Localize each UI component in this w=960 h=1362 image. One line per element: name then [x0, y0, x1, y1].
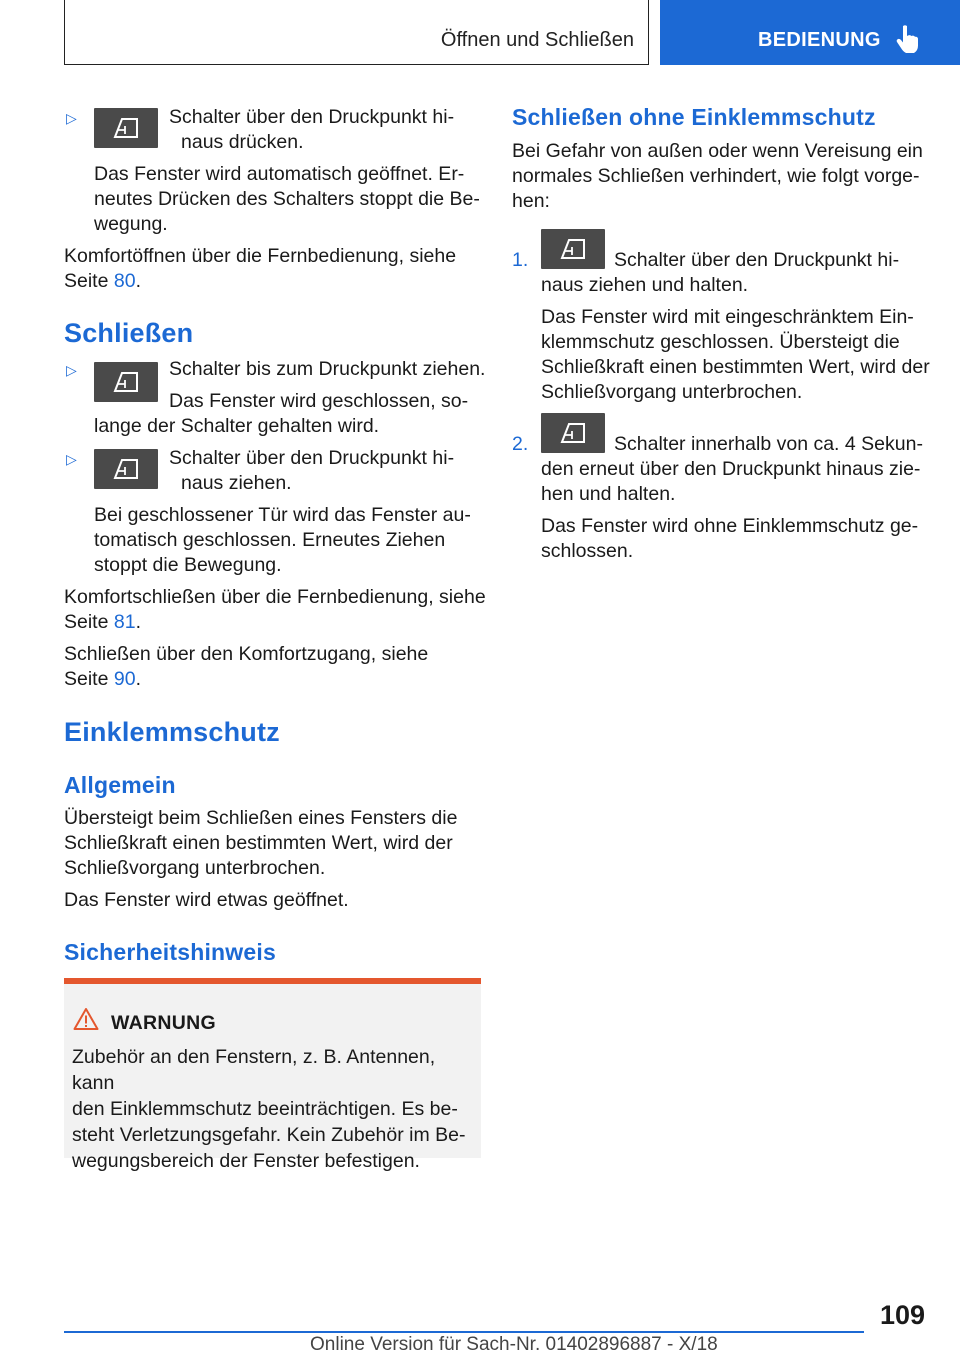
- general-text-2: Schließkraft einen bestimmten Wert, wird der: [64, 832, 453, 854]
- intro-1: Bei Gefahr von außen oder wenn Vereisung ein: [512, 140, 923, 162]
- warning-text: Zubehör an den Fenstern, z. B. Antennen, kann den Einklemmschutz beeinträchtigen. Es be- steht Verletzungsgefahr. Kein Zubehör im Be- wegungsbereich der Fenster befestigen.: [72, 1046, 466, 1172]
- close-heading: Schließen: [64, 318, 194, 348]
- step1-number: 1.: [512, 249, 529, 271]
- window-switch-icon: [541, 229, 605, 269]
- item1-desc-1: Das Fenster wird automatisch geöffnet. Er-: [94, 163, 465, 185]
- window-switch-icon: [541, 413, 605, 453]
- header-section-tab[interactable]: [660, 0, 960, 65]
- item3-desc-3: stoppt die Bewegung.: [94, 554, 282, 576]
- item1-desc-3: wegung.: [94, 213, 168, 235]
- page-link-81[interactable]: 81: [113, 611, 136, 633]
- list-marker: ▷: [66, 362, 77, 378]
- page-link-80[interactable]: 80: [113, 270, 136, 292]
- step2-line2: den erneut über den Druckpunkt hinaus zie-: [541, 458, 921, 480]
- general-text-4: Das Fenster wird etwas geöffnet.: [64, 889, 349, 911]
- warning-triangle-icon: [73, 1007, 99, 1031]
- window-switch-icon: [94, 362, 158, 402]
- page-link-90[interactable]: 90: [113, 668, 136, 690]
- general-text-1: Übersteigt beim Schließen eines Fensters die: [64, 807, 458, 829]
- step2-desc-1: Das Fenster wird ohne Einklemmschutz ge-: [541, 515, 919, 537]
- item2-line1: Schalter bis zum Druckpunkt ziehen.: [169, 358, 486, 380]
- footer-divider: [64, 1331, 864, 1333]
- step2-line1: Schalter innerhalb von ca. 4 Sekun-: [614, 433, 923, 455]
- step1-desc-3: Schließkraft einen bestimmten Wert, wird der: [541, 356, 930, 378]
- item1-line2: naus drücken.: [181, 131, 304, 153]
- step1-desc-2: klemmschutz geschlossen. Übersteigt die: [541, 331, 900, 353]
- item3-desc-1: Bei geschlossener Tür wird das Fenster au-: [94, 504, 471, 526]
- online-version-text: Online Version für Sach-Nr. 01402896887 - X/18: [310, 1334, 718, 1355]
- comfort-close-text: Komfortschließen über die Fernbedienung, siehe: [64, 586, 486, 608]
- general-heading: Allgemein: [64, 772, 176, 798]
- item2-line3: lange der Schalter gehalten wird.: [94, 415, 380, 437]
- comfort-access-ref: Seite 90.: [64, 668, 141, 690]
- warning-title: WARNUNG: [111, 1012, 217, 1034]
- item3-line1: Schalter über den Druckpunkt hi-: [169, 447, 455, 469]
- item3-desc-2: tomatisch geschlossen. Erneutes Ziehen: [94, 529, 446, 551]
- safety-heading: Sicherheitshinweis: [64, 939, 276, 965]
- general-text-3: Schließvorgang unterbrochen.: [64, 857, 326, 879]
- step1-line2: naus ziehen und halten.: [541, 274, 749, 296]
- item1-line1: Schalter über den Druckpunkt hi-: [169, 106, 455, 128]
- step1-line1: Schalter über den Druckpunkt hi-: [614, 249, 900, 271]
- item3-line2: naus ziehen.: [181, 472, 292, 494]
- intro-3: hen:: [512, 190, 550, 212]
- item2-line2: Das Fenster wird geschlossen, so-: [169, 390, 469, 412]
- step1-desc-4: Schließvorgang unterbrochen.: [541, 381, 803, 403]
- header-chapter-box: [64, 0, 649, 65]
- window-switch-icon: [94, 449, 158, 489]
- intro-2: normales Schließen verhindert, wie folgt vorge-: [512, 165, 920, 187]
- window-switch-icon: [94, 108, 158, 148]
- close-without-pinch-heading: Schließen ohne Einklemmschutz: [512, 104, 876, 130]
- pointing-hand-icon: [894, 24, 920, 54]
- chapter-title: Öffnen und Schließen: [440, 29, 634, 51]
- step1-desc-1: Das Fenster wird mit eingeschränktem Ein-: [541, 306, 914, 328]
- comfort-access-text: Schließen über den Komfortzugang, siehe: [64, 643, 429, 665]
- step2-line3: hen und halten.: [541, 483, 676, 505]
- comfort-open-text: Komfortöffnen über die Fernbedienung, siehe: [64, 245, 457, 267]
- step2-number: 2.: [512, 433, 529, 455]
- step2-desc-2: schlossen.: [541, 540, 634, 562]
- warning-box: [64, 978, 481, 1172]
- list-marker: ▷: [66, 110, 77, 126]
- comfort-open-ref: Seite 80.: [64, 270, 141, 292]
- section-label: BEDIENUNG: [758, 29, 881, 51]
- comfort-close-ref: Seite 81.: [64, 611, 141, 633]
- page-number: 109: [880, 1300, 926, 1330]
- list-marker: ▷: [66, 451, 77, 467]
- item1-desc-2: neutes Drücken des Schalters stoppt die Be-: [94, 188, 480, 210]
- pinch-protection-heading: Einklemmschutz: [64, 717, 280, 747]
